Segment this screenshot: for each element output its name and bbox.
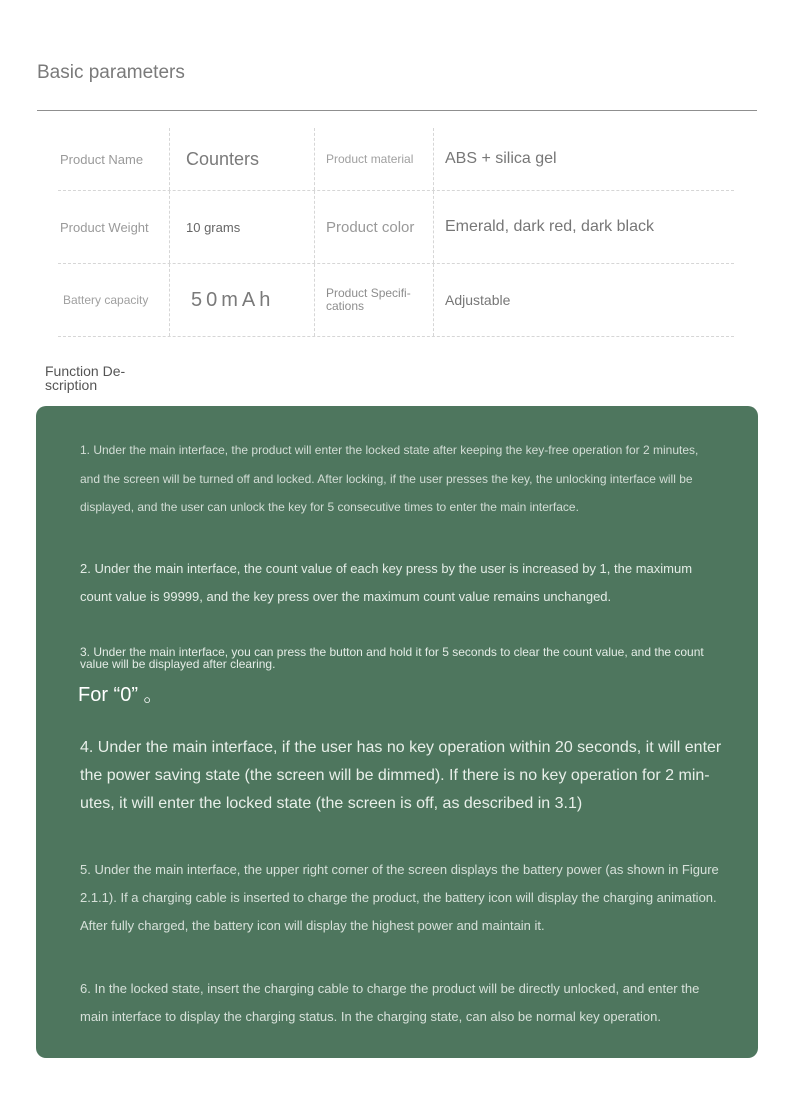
basic-parameters-title: Basic parameters (37, 62, 185, 83)
function-paragraph-3: 3. Under the main interface, you can press the button and hold it for 5 seconds to clear the count value, and the count value will be displayed after clearing. (80, 645, 704, 671)
param-value: Emerald, dark red, dark black (445, 218, 654, 235)
param-label: Product Weight (60, 219, 149, 235)
table-row (58, 191, 734, 264)
column-divider (169, 191, 170, 263)
param-label: Product Name (60, 151, 144, 167)
param-label: Battery capacity (63, 293, 149, 307)
param-label: Product Specifi-cations (326, 286, 411, 313)
param-label: Product material (326, 151, 414, 166)
function-paragraph-2: 2. Under the main interface, the count value of each key press by the user is increased by 1, the maximum count value is 99999, and the key press over the maximum count value remains unchanged. (80, 561, 693, 604)
column-divider (433, 128, 434, 190)
column-divider (314, 264, 315, 336)
column-divider (433, 191, 434, 263)
function-paragraph-1: 1. Under the main interface, the product will enter the locked state after keeping the key-free operation for 2 minutes, and the screen will be turned off and locked. After locking, if the user presses the key, the unlocking interface will be displayed, and the user can unlock the key for 5 consecutive times to enter the main interface. (80, 443, 699, 514)
column-divider (314, 191, 315, 263)
function-description-title: Function De-scription (45, 363, 126, 393)
table-row (58, 128, 734, 191)
param-value: Adjustable (445, 292, 511, 308)
function-paragraph-6: 6. In the locked state, insert the charging cable to charge the product will be directly unlocked, and enter the main interface to display the charging status. In the charging state, can also be normal key operation. (80, 981, 700, 1024)
param-value: 10 grams (186, 219, 241, 235)
parameters-table (58, 128, 734, 337)
param-label: Product color (326, 218, 415, 236)
function-panel (36, 406, 758, 1058)
param-value: 50mAh (191, 288, 275, 311)
function-paragraph-4: 4. Under the main interface, if the user has no key operation within 20 seconds, it will enter the power saving state (the screen will be dimmed). If there is no key operation for 2 min-utes, it will enter the locked state (the screen is off, as described in 3.1) (80, 739, 722, 812)
function-paragraph-3-continued: For “0” 。 (78, 684, 164, 706)
column-divider (314, 128, 315, 190)
table-row (58, 264, 734, 337)
title-divider (37, 110, 757, 111)
param-value: Counters (186, 148, 260, 169)
param-value: ABS + silica gel (445, 150, 557, 167)
column-divider (433, 264, 434, 336)
column-divider (169, 128, 170, 190)
function-paragraph-5: 5. Under the main interface, the upper right corner of the screen displays the battery power (as shown in Figure 2.1.1). If a charging cable is inserted to charge the product, the battery icon will display the charging animation. After fully charged, the battery icon will display the highest power and maintain it. (80, 862, 719, 933)
